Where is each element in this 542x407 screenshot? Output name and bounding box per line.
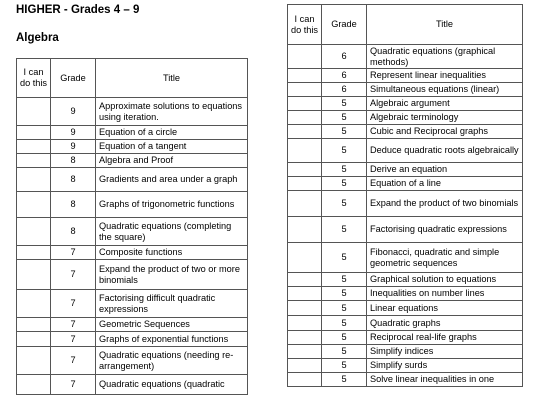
grade-cell: 8 — [51, 192, 96, 218]
table-row — [288, 163, 523, 177]
table-row — [17, 218, 248, 246]
column-header-i-can: I can do this — [17, 59, 51, 98]
title-cell: Quadratic equations (needing re-arrangement) — [96, 347, 248, 375]
table-row — [17, 98, 248, 126]
i-can-checkbox-cell[interactable] — [17, 318, 51, 332]
grade-cell: 5 — [322, 287, 367, 301]
section-title: Algebra — [16, 32, 59, 44]
title-cell: Algebraic terminology — [367, 111, 523, 125]
i-can-checkbox-cell[interactable] — [17, 347, 51, 375]
title-cell: Quadratic equations (graphical methods) — [367, 45, 523, 69]
title-cell: Quadratic equations (quadratic — [96, 375, 248, 395]
grade-cell: 9 — [51, 126, 96, 140]
title-cell: Gradients and area under a graph — [96, 168, 248, 192]
i-can-checkbox-cell[interactable] — [17, 126, 51, 140]
table-row — [288, 83, 523, 97]
table-row — [288, 97, 523, 111]
grade-cell: 5 — [322, 331, 367, 345]
title-cell: Composite functions — [96, 246, 248, 260]
table-row — [288, 139, 523, 163]
grade-cell: 9 — [51, 98, 96, 126]
grade-cell: 8 — [51, 154, 96, 168]
table-row — [17, 140, 248, 154]
i-can-checkbox-cell[interactable] — [17, 375, 51, 395]
i-can-checkbox-cell[interactable] — [288, 345, 322, 359]
table-body-right — [288, 45, 523, 387]
title-cell: Algebra and Proof — [96, 154, 248, 168]
i-can-checkbox-cell[interactable] — [288, 373, 322, 387]
i-can-checkbox-cell[interactable] — [288, 83, 322, 97]
grade-cell: 5 — [322, 177, 367, 191]
i-can-checkbox-cell[interactable] — [288, 45, 322, 69]
grade-cell: 5 — [322, 243, 367, 273]
title-cell: Simplify indices — [367, 345, 523, 359]
title-cell: Expand the product of two binomials — [367, 191, 523, 217]
title-cell: Quadratic equations (completing the square) — [96, 218, 248, 246]
i-can-checkbox-cell[interactable] — [17, 140, 51, 154]
title-cell: Factorising quadratic expressions — [367, 217, 523, 243]
i-can-checkbox-cell[interactable] — [288, 316, 322, 331]
table-row — [288, 125, 523, 139]
title-cell: Cubic and Reciprocal graphs — [367, 125, 523, 139]
table-row — [288, 69, 523, 83]
i-can-checkbox-cell[interactable] — [288, 191, 322, 217]
i-can-checkbox-cell[interactable] — [288, 359, 322, 373]
column-header-i-can: I can do this — [288, 5, 322, 45]
table-row — [288, 301, 523, 316]
table-row — [288, 191, 523, 217]
title-cell: Simplify surds — [367, 359, 523, 373]
title-cell: Equation of a circle — [96, 126, 248, 140]
grade-cell: 7 — [51, 318, 96, 332]
grade-cell: 5 — [322, 217, 367, 243]
title-cell: Represent linear inequalities — [367, 69, 523, 83]
i-can-checkbox-cell[interactable] — [288, 111, 322, 125]
topics-table-left — [16, 58, 248, 395]
grade-cell: 7 — [51, 290, 96, 318]
table-row — [17, 246, 248, 260]
table-row — [288, 331, 523, 345]
column-header-grade: Grade — [322, 5, 367, 45]
title-cell: Equation of a line — [367, 177, 523, 191]
i-can-checkbox-cell[interactable] — [17, 290, 51, 318]
grade-cell: 6 — [322, 45, 367, 69]
i-can-checkbox-cell[interactable] — [17, 168, 51, 192]
table-row — [17, 332, 248, 347]
grade-cell: 9 — [51, 140, 96, 154]
title-cell: Solve linear inequalities in one — [367, 373, 523, 387]
i-can-checkbox-cell[interactable] — [17, 332, 51, 347]
table-row — [288, 243, 523, 273]
grade-cell: 6 — [322, 83, 367, 97]
table-header-row — [288, 5, 523, 45]
table-row — [288, 217, 523, 243]
title-cell: Graphs of exponential functions — [96, 332, 248, 347]
topics-table-right — [287, 4, 523, 387]
i-can-checkbox-cell[interactable] — [288, 139, 322, 163]
title-cell: Factorising difficult quadratic expressions — [96, 290, 248, 318]
table-row — [288, 287, 523, 301]
i-can-checkbox-cell[interactable] — [17, 98, 51, 126]
table-row — [288, 273, 523, 287]
i-can-checkbox-cell[interactable] — [288, 217, 322, 243]
title-cell: Derive an equation — [367, 163, 523, 177]
title-cell: Quadratic graphs — [367, 316, 523, 331]
table-row — [17, 375, 248, 395]
grade-cell: 7 — [51, 260, 96, 290]
i-can-checkbox-cell[interactable] — [17, 260, 51, 290]
title-cell: Inequalities on number lines — [367, 287, 523, 301]
i-can-checkbox-cell[interactable] — [288, 273, 322, 287]
grade-cell: 5 — [322, 97, 367, 111]
column-header-title: Title — [96, 59, 248, 98]
title-cell: Geometric Sequences — [96, 318, 248, 332]
grade-cell: 5 — [322, 139, 367, 163]
grade-cell: 6 — [322, 69, 367, 83]
grade-cell: 8 — [51, 218, 96, 246]
grade-cell: 5 — [322, 316, 367, 331]
column-header-title: Title — [367, 5, 523, 45]
grade-cell: 7 — [51, 246, 96, 260]
i-can-checkbox-cell[interactable] — [288, 331, 322, 345]
table-row — [288, 359, 523, 373]
title-cell: Reciprocal real-life graphs — [367, 331, 523, 345]
grade-cell: 5 — [322, 125, 367, 139]
title-cell: Graphical solution to equations — [367, 273, 523, 287]
title-cell: Equation of a tangent — [96, 140, 248, 154]
i-can-checkbox-cell[interactable] — [288, 125, 322, 139]
i-can-checkbox-cell[interactable] — [17, 246, 51, 260]
grade-cell: 7 — [51, 347, 96, 375]
i-can-checkbox-cell[interactable] — [288, 301, 322, 316]
i-can-checkbox-cell[interactable] — [288, 163, 322, 177]
table-row — [17, 290, 248, 318]
table-row — [288, 345, 523, 359]
grade-cell: 5 — [322, 345, 367, 359]
title-cell: Fibonacci, quadratic and simple geometric sequences — [367, 243, 523, 273]
title-cell: Linear equations — [367, 301, 523, 316]
grade-cell: 5 — [322, 273, 367, 287]
grade-cell: 5 — [322, 163, 367, 177]
grade-cell: 5 — [322, 301, 367, 316]
i-can-checkbox-cell[interactable] — [17, 218, 51, 246]
column-header-grade: Grade — [51, 59, 96, 98]
table-header-row — [17, 59, 248, 98]
i-can-checkbox-cell[interactable] — [288, 177, 322, 191]
table-row — [17, 318, 248, 332]
table-row — [17, 192, 248, 218]
table-row — [17, 126, 248, 140]
i-can-checkbox-cell[interactable] — [288, 287, 322, 301]
title-cell: Algebraic argument — [367, 97, 523, 111]
title-cell: Graphs of trigonometric functions — [96, 192, 248, 218]
grade-cell: 5 — [322, 373, 367, 387]
table-row — [288, 177, 523, 191]
table-row — [17, 154, 248, 168]
table-body-left — [17, 98, 248, 395]
title-cell: Expand the product of two or more binomials — [96, 260, 248, 290]
table-row — [288, 111, 523, 125]
grade-cell: 8 — [51, 168, 96, 192]
grade-cell: 7 — [51, 332, 96, 347]
table-row — [288, 316, 523, 331]
table-row — [17, 168, 248, 192]
grade-cell: 5 — [322, 191, 367, 217]
title-cell: Deduce quadratic roots algebraically — [367, 139, 523, 163]
grade-cell: 5 — [322, 111, 367, 125]
table-row — [288, 45, 523, 69]
i-can-checkbox-cell[interactable] — [288, 97, 322, 111]
document-title: HIGHER - Grades 4 – 9 — [16, 4, 140, 16]
i-can-checkbox-cell[interactable] — [288, 69, 322, 83]
grade-cell: 7 — [51, 375, 96, 395]
table-row — [17, 347, 248, 375]
table-row — [17, 260, 248, 290]
i-can-checkbox-cell[interactable] — [17, 192, 51, 218]
grade-cell: 5 — [322, 359, 367, 373]
title-cell: Approximate solutions to equations using iteration. — [96, 98, 248, 126]
table-row — [288, 373, 523, 387]
title-cell: Simultaneous equations (linear) — [367, 83, 523, 97]
i-can-checkbox-cell[interactable] — [17, 154, 51, 168]
i-can-checkbox-cell[interactable] — [288, 243, 322, 273]
